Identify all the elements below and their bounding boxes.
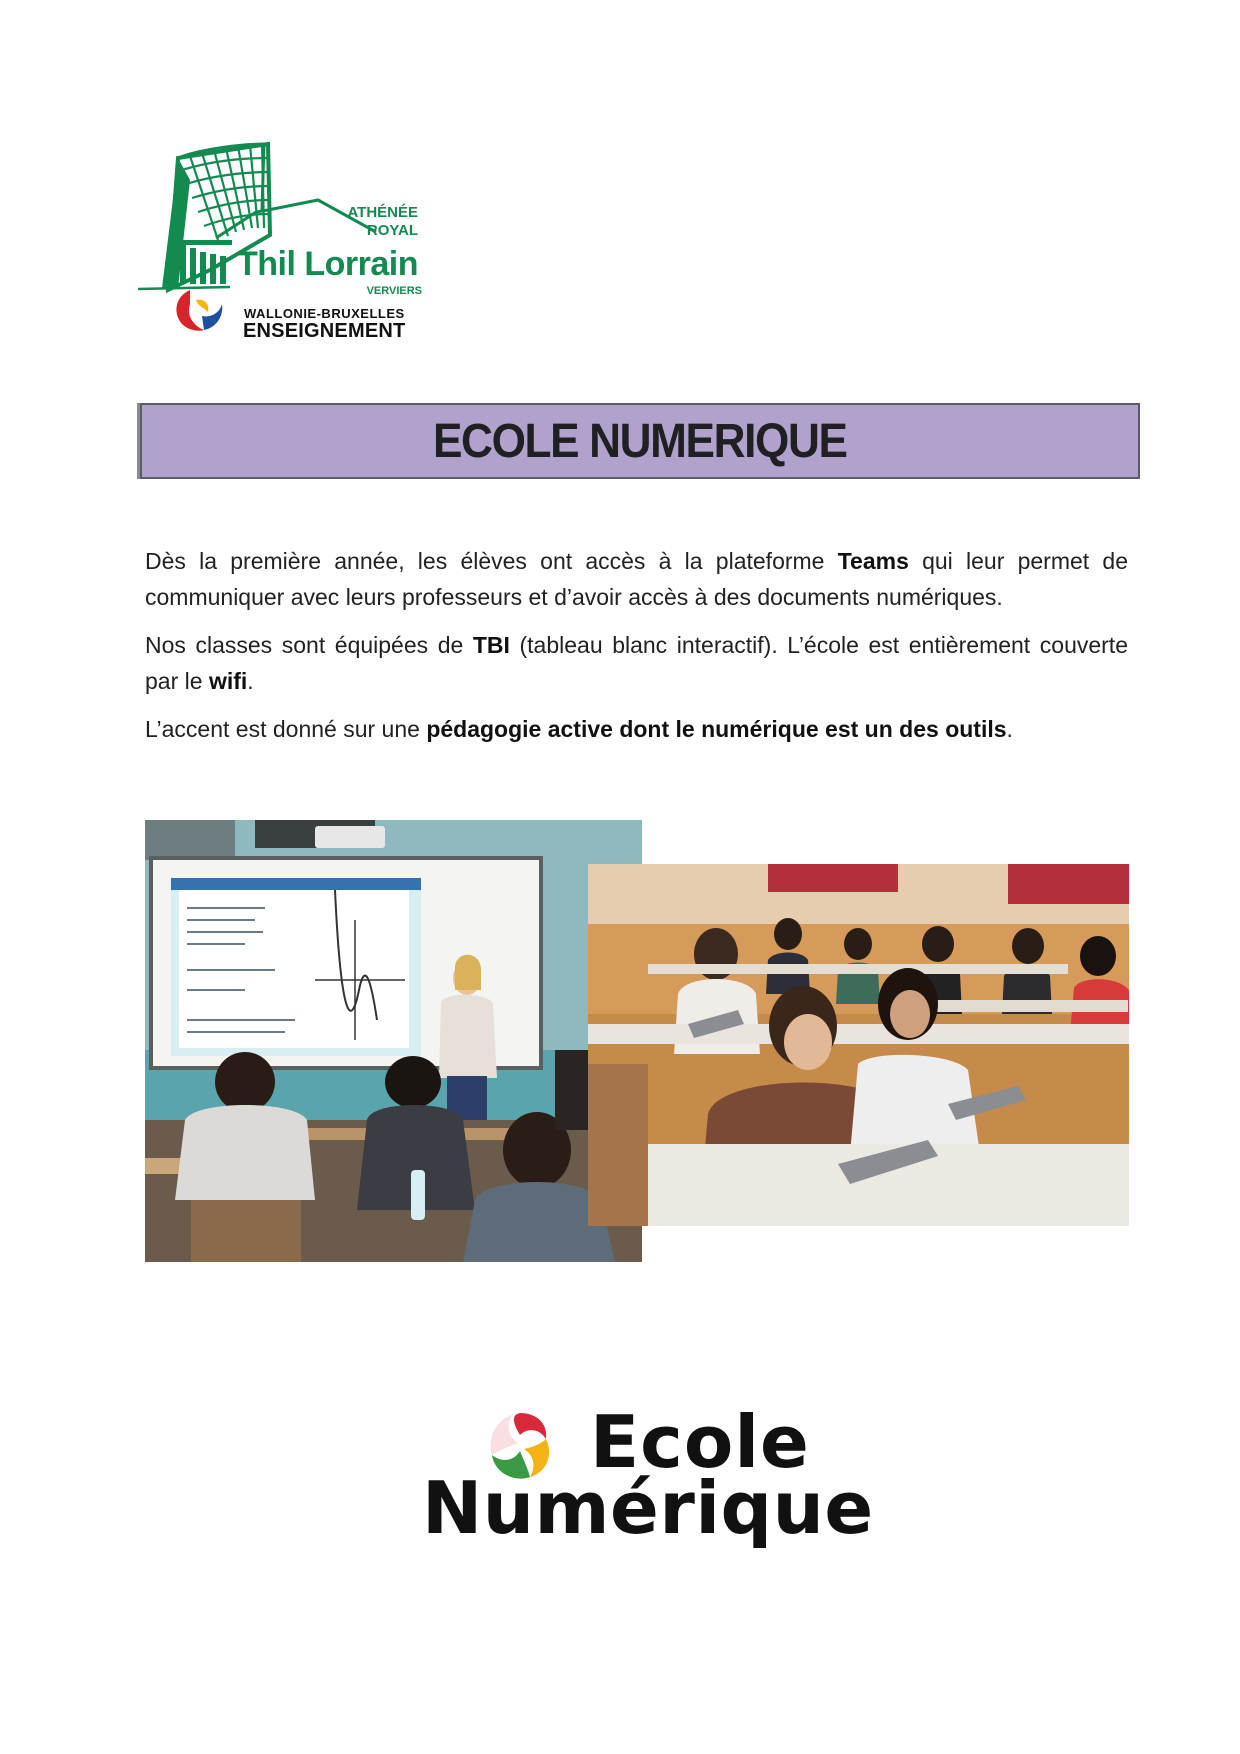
school-logo-line2: ROYAL xyxy=(366,222,418,239)
school-logo-city: VERVIERS xyxy=(366,285,422,297)
paragraph-tbi xyxy=(145,627,1128,699)
text-run: Nos classes sont équipées de xyxy=(145,632,473,658)
page-title: ECOLE NUMERIQUE xyxy=(433,414,847,468)
text-run: . xyxy=(1006,716,1013,742)
school-logo-name: Thil Lorrain xyxy=(237,245,418,283)
logo-word-ecole: Ecole xyxy=(590,1400,810,1484)
school-logo-athenee xyxy=(328,204,418,240)
title-banner xyxy=(140,403,1140,479)
bold-run: Teams xyxy=(837,548,909,574)
text-run: L’accent est donné sur une xyxy=(145,716,427,742)
text-run: (tableau blanc interactif). L’école est entièrement couverte par le xyxy=(145,632,1128,694)
text-run: . xyxy=(247,668,254,694)
paragraph-pedagogie xyxy=(145,711,1128,747)
text-run: Dès la première année, les élèves ont accès à la plateforme xyxy=(145,548,838,574)
network-logo-line1: WALLONIE-BRUXELLES xyxy=(244,306,405,321)
bold-run: wifi xyxy=(208,668,248,694)
text-run: qui leur permet de communiquer avec leurs professeurs et d’avoir accès à des documents numériques. xyxy=(145,548,1128,610)
bold-run: pédagogie active dont le numérique est un des outils xyxy=(426,716,1007,742)
classroom-whiteboard-photo xyxy=(145,820,642,1262)
paragraph-teams xyxy=(145,543,1128,615)
network-logo-line2: ENSEIGNEMENT xyxy=(243,320,406,342)
logo-word-numerique: Numérique xyxy=(422,1466,874,1550)
school-logo xyxy=(138,140,438,350)
body-text xyxy=(145,543,1128,759)
students-tablets-photo xyxy=(588,864,1129,1226)
school-logo-line1: ATHÉNÉE xyxy=(347,204,418,221)
ecole-numerique-logo xyxy=(420,1400,874,1560)
bold-run: TBI xyxy=(472,632,510,658)
